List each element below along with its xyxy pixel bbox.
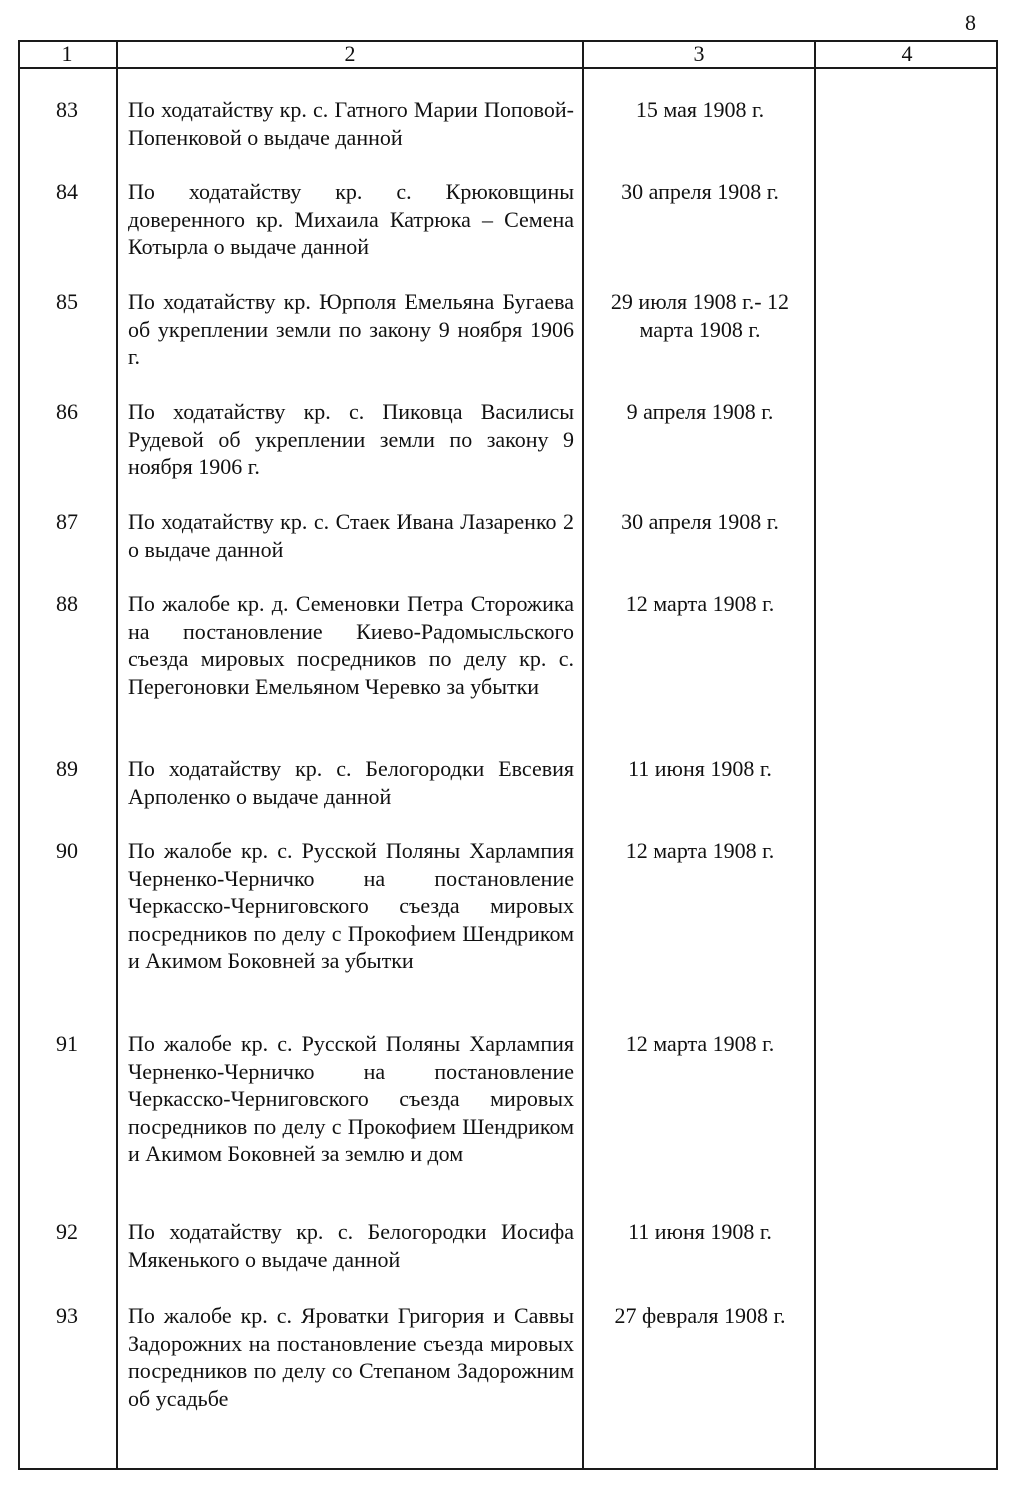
row-description: По ходатайству кр. с. Крюковщины доверенного кр. Михаила Катрюка – Семена Котырла о выдаче данной (128, 179, 574, 259)
header-col-4: 4 (901, 41, 913, 66)
row-date: 15 мая 1908 г. (635, 97, 765, 122)
row-description: По жалобе кр. с. Яроватки Григория и Саввы Задорожних на постановление съезда мировых посредников по делу со Степаном Задорожним об усадьбе (128, 1303, 574, 1411)
row-number: 89 (56, 756, 78, 781)
row-date: 29 июля 1908 г.- 12 марта 1908 г. (610, 289, 790, 342)
row-number: 85 (56, 289, 78, 314)
row-description: По ходатайству кр. Юрполя Емельяна Бугаева об укреплении земли по закону 9 ноября 1906 г. (128, 289, 574, 369)
header-col-2: 2 (344, 41, 356, 66)
page-number: 8 (965, 10, 976, 35)
row-date: 11 июня 1908 г. (628, 756, 772, 781)
column-divider (116, 40, 118, 1470)
row-description: По жалобе кр. с. Русской Поляны Харлампия Черненко-Черничко на постановление Черкасско-Черниговского съезда мировых посредников по делу с Прокофием Шендриком и Акимом Боковней за убытки (128, 838, 574, 973)
row-number: 92 (56, 1219, 78, 1244)
row-date: 27 февраля 1908 г. (614, 1303, 786, 1328)
row-number: 90 (56, 838, 78, 863)
row-description: По жалобе кр. д. Семеновки Петра Сторожика на постановление Киево-Радомысльского съезда мировых посредников по делу кр. с. Перегоновки Емельяном Черевко за убытки (128, 591, 574, 699)
header-divider (18, 67, 998, 69)
header-col-1: 1 (61, 41, 73, 66)
row-number: 83 (56, 97, 78, 122)
row-date: 30 апреля 1908 г. (621, 509, 779, 534)
row-description: По ходатайству кр. с. Стаек Ивана Лазаренко 2 о выдаче данной (128, 509, 574, 562)
row-number: 86 (56, 399, 78, 424)
row-date: 30 апреля 1908 г. (621, 179, 779, 204)
row-description: По ходатайству кр. с. Гатного Марии Поповой-Попенковой о выдаче данной (128, 97, 574, 150)
row-number: 87 (56, 509, 78, 534)
row-date: 9 апреля 1908 г. (626, 399, 774, 424)
row-number: 84 (56, 179, 78, 204)
row-date: 12 марта 1908 г. (625, 838, 775, 863)
row-number: 88 (56, 591, 78, 616)
header-col-3: 3 (693, 41, 705, 66)
row-date: 12 марта 1908 г. (625, 1031, 775, 1056)
row-number: 91 (56, 1031, 78, 1056)
row-date: 11 июня 1908 г. (628, 1219, 772, 1244)
row-description: По ходатайству кр. с. Белогородки Иосифа Мякенького о выдаче данной (128, 1219, 574, 1272)
row-description: По жалобе кр. с. Русской Поляны Харлампия Черненко-Черничко на постановление Черкасско-Черниговского съезда мировых посредников по делу с Прокофием Шендриком и Акимом Боковней за землю и дом (128, 1031, 574, 1166)
row-number: 93 (56, 1303, 78, 1328)
row-description: По ходатайству кр. с. Пиковца Василисы Рудевой об укреплении земли по закону 9 ноября 1906 г. (128, 399, 574, 479)
row-description: По ходатайству кр. с. Белогородки Евсевия Арполенко о выдаче данной (128, 756, 574, 809)
row-date: 12 марта 1908 г. (625, 591, 775, 616)
